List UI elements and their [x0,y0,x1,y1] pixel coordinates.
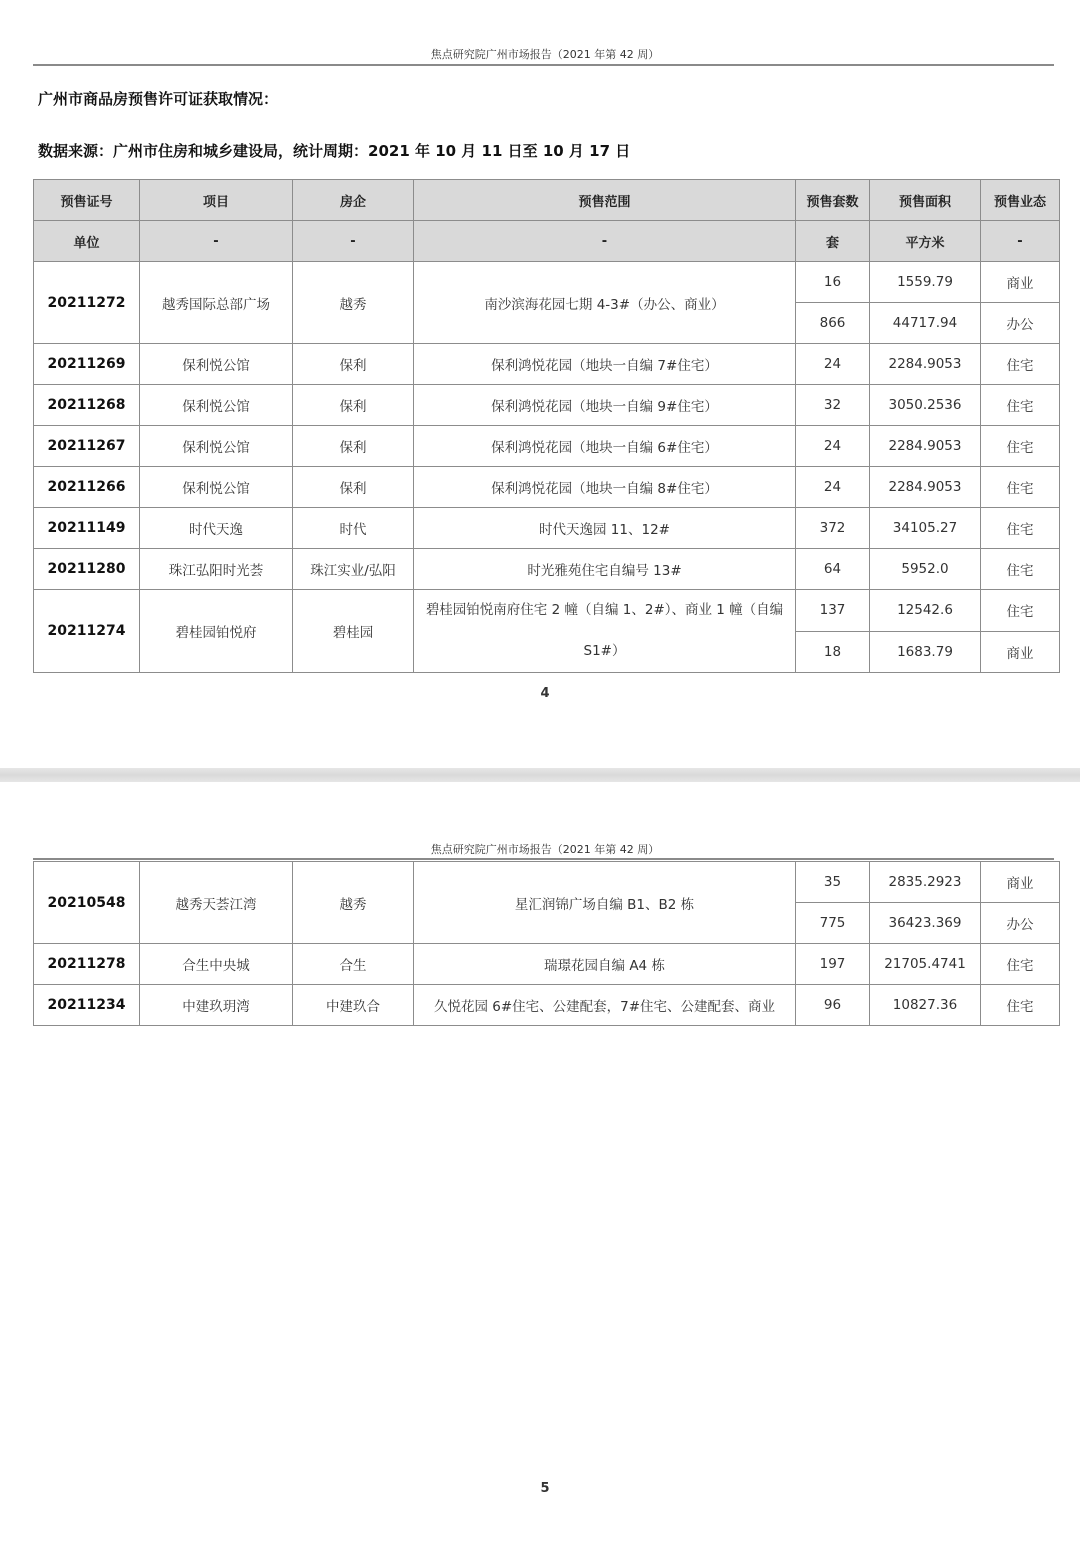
unit-count: 35 [796,862,870,903]
developer-name: 保利 [293,385,414,426]
col-header-area: 预售面积 [870,180,981,221]
col-header-cert: 预售证号 [34,180,140,221]
unit-count: 96 [796,985,870,1026]
project-name: 保利悦公馆 [140,344,293,385]
page-separator [0,768,1080,782]
unit-area: 平方米 [870,221,981,262]
unit-count: 64 [796,549,870,590]
property-type: 住宅 [981,426,1060,467]
developer-name: 保利 [293,344,414,385]
unit-count: 16 [796,262,870,303]
unit-developer: - [293,221,414,262]
table-row [34,385,1060,426]
property-type: 住宅 [981,944,1060,985]
project-name: 越秀天荟江湾 [140,862,293,944]
table-row [34,549,1060,590]
presale-scope: 保利鸿悦花园（地块一自编 9#住宅） [414,385,796,426]
floor-area: 3050.2536 [870,385,981,426]
data-source-line: 数据来源：广州市住房和城乡建设局，统计周期：2021 年 10 月 11 日至 10 月 17 日 [38,142,631,160]
cert-number: 20211278 [34,944,140,985]
cert-number: 20211268 [34,385,140,426]
developer-name: 珠江实业/弘阳 [293,549,414,590]
presale-scope: 久悦花园 6#住宅、公建配套，7#住宅、公建配套、商业 [414,985,796,1026]
table-row [34,467,1060,508]
unit-type: - [981,221,1060,262]
unit-count: 372 [796,508,870,549]
presale-scope: 时光雅苑住宅自编号 13# [414,549,796,590]
cert-number: 20211149 [34,508,140,549]
developer-name: 越秀 [293,862,414,944]
presale-scope: 时代天逸园 11、12# [414,508,796,549]
floor-area: 2284.9053 [870,467,981,508]
header-rule [33,858,1054,860]
property-type: 住宅 [981,385,1060,426]
unit-count: 866 [796,303,870,344]
unit-count: 32 [796,385,870,426]
cert-number: 20210548 [34,862,140,944]
presale-scope: 南沙滨海花园七期 4-3#（办公、商业） [414,262,796,344]
unit-count: 24 [796,426,870,467]
page-number: 5 [540,1481,550,1496]
project-name: 中建玖玥湾 [140,985,293,1026]
developer-name: 合生 [293,944,414,985]
floor-area: 5952.0 [870,549,981,590]
floor-area: 2835.2923 [870,862,981,903]
table-header-row [34,180,1060,221]
unit-count: 24 [796,467,870,508]
col-header-scope: 预售范围 [414,180,796,221]
developer-name: 越秀 [293,262,414,344]
floor-area: 21705.4741 [870,944,981,985]
unit-count: 18 [796,631,870,673]
property-type: 住宅 [981,985,1060,1026]
running-header: 焦点研究院广州市场报告（2021 年第 42 周） [430,48,660,61]
property-type: 住宅 [981,344,1060,385]
table-row [34,508,1060,549]
cert-number: 20211272 [34,262,140,344]
presale-permit-table-continued [33,861,1060,1026]
project-name: 碧桂园铂悦府 [140,590,293,673]
unit-label: 单位 [34,221,140,262]
property-type: 住宅 [981,590,1060,632]
project-name: 越秀国际总部广场 [140,262,293,344]
document-page-4 [0,0,1080,768]
table-row [34,590,1060,632]
project-name: 保利悦公馆 [140,426,293,467]
developer-name: 保利 [293,467,414,508]
project-name: 珠江弘阳时光荟 [140,549,293,590]
developer-name: 中建玖合 [293,985,414,1026]
floor-area: 2284.9053 [870,426,981,467]
cert-number: 20211266 [34,467,140,508]
unit-units: 套 [796,221,870,262]
presale-scope: 瑞璟花园自编 A4 栋 [414,944,796,985]
cert-number: 20211280 [34,549,140,590]
page-number: 4 [540,686,550,701]
header-rule [33,64,1054,66]
table-row [34,862,1060,903]
unit-count: 775 [796,903,870,944]
cert-number: 20211267 [34,426,140,467]
property-type: 办公 [981,303,1060,344]
property-type: 办公 [981,903,1060,944]
col-header-project: 项目 [140,180,293,221]
floor-area: 2284.9053 [870,344,981,385]
unit-count: 137 [796,590,870,632]
table-row [34,985,1060,1026]
col-header-type: 预售业态 [981,180,1060,221]
property-type: 商业 [981,862,1060,903]
floor-area: 44717.94 [870,303,981,344]
property-type: 住宅 [981,508,1060,549]
unit-scope: - [414,221,796,262]
table-row [34,344,1060,385]
project-name: 保利悦公馆 [140,385,293,426]
table-unit-row [34,221,1060,262]
section-title: 广州市商品房预售许可证获取情况： [38,90,279,108]
property-type: 住宅 [981,467,1060,508]
floor-area: 12542.6 [870,590,981,632]
running-header: 焦点研究院广州市场报告（2021 年第 42 周） [430,843,660,856]
developer-name: 碧桂园 [293,590,414,673]
presale-scope: 碧桂园铂悦南府住宅 2 幢（自编 1、2#）、商业 1 幢（自编 S1#） [414,590,796,673]
col-header-units: 预售套数 [796,180,870,221]
document-page-5 [0,782,1080,1556]
floor-area: 36423.369 [870,903,981,944]
presale-scope: 保利鸿悦花园（地块一自编 6#住宅） [414,426,796,467]
project-name: 合生中央城 [140,944,293,985]
unit-project: - [140,221,293,262]
presale-scope: 星汇润锦广场自编 B1、B2 栋 [414,862,796,944]
table-row [34,426,1060,467]
floor-area: 34105.27 [870,508,981,549]
unit-count: 197 [796,944,870,985]
developer-name: 保利 [293,426,414,467]
table-row [34,944,1060,985]
floor-area: 1683.79 [870,631,981,673]
presale-scope: 保利鸿悦花园（地块一自编 7#住宅） [414,344,796,385]
project-name: 时代天逸 [140,508,293,549]
cert-number: 20211274 [34,590,140,673]
table-row [34,262,1060,303]
presale-scope: 保利鸿悦花园（地块一自编 8#住宅） [414,467,796,508]
property-type: 商业 [981,262,1060,303]
cert-number: 20211269 [34,344,140,385]
property-type: 商业 [981,631,1060,673]
unit-count: 24 [796,344,870,385]
cert-number: 20211234 [34,985,140,1026]
presale-permit-table [33,179,1060,673]
developer-name: 时代 [293,508,414,549]
floor-area: 10827.36 [870,985,981,1026]
floor-area: 1559.79 [870,262,981,303]
property-type: 住宅 [981,549,1060,590]
col-header-developer: 房企 [293,180,414,221]
project-name: 保利悦公馆 [140,467,293,508]
